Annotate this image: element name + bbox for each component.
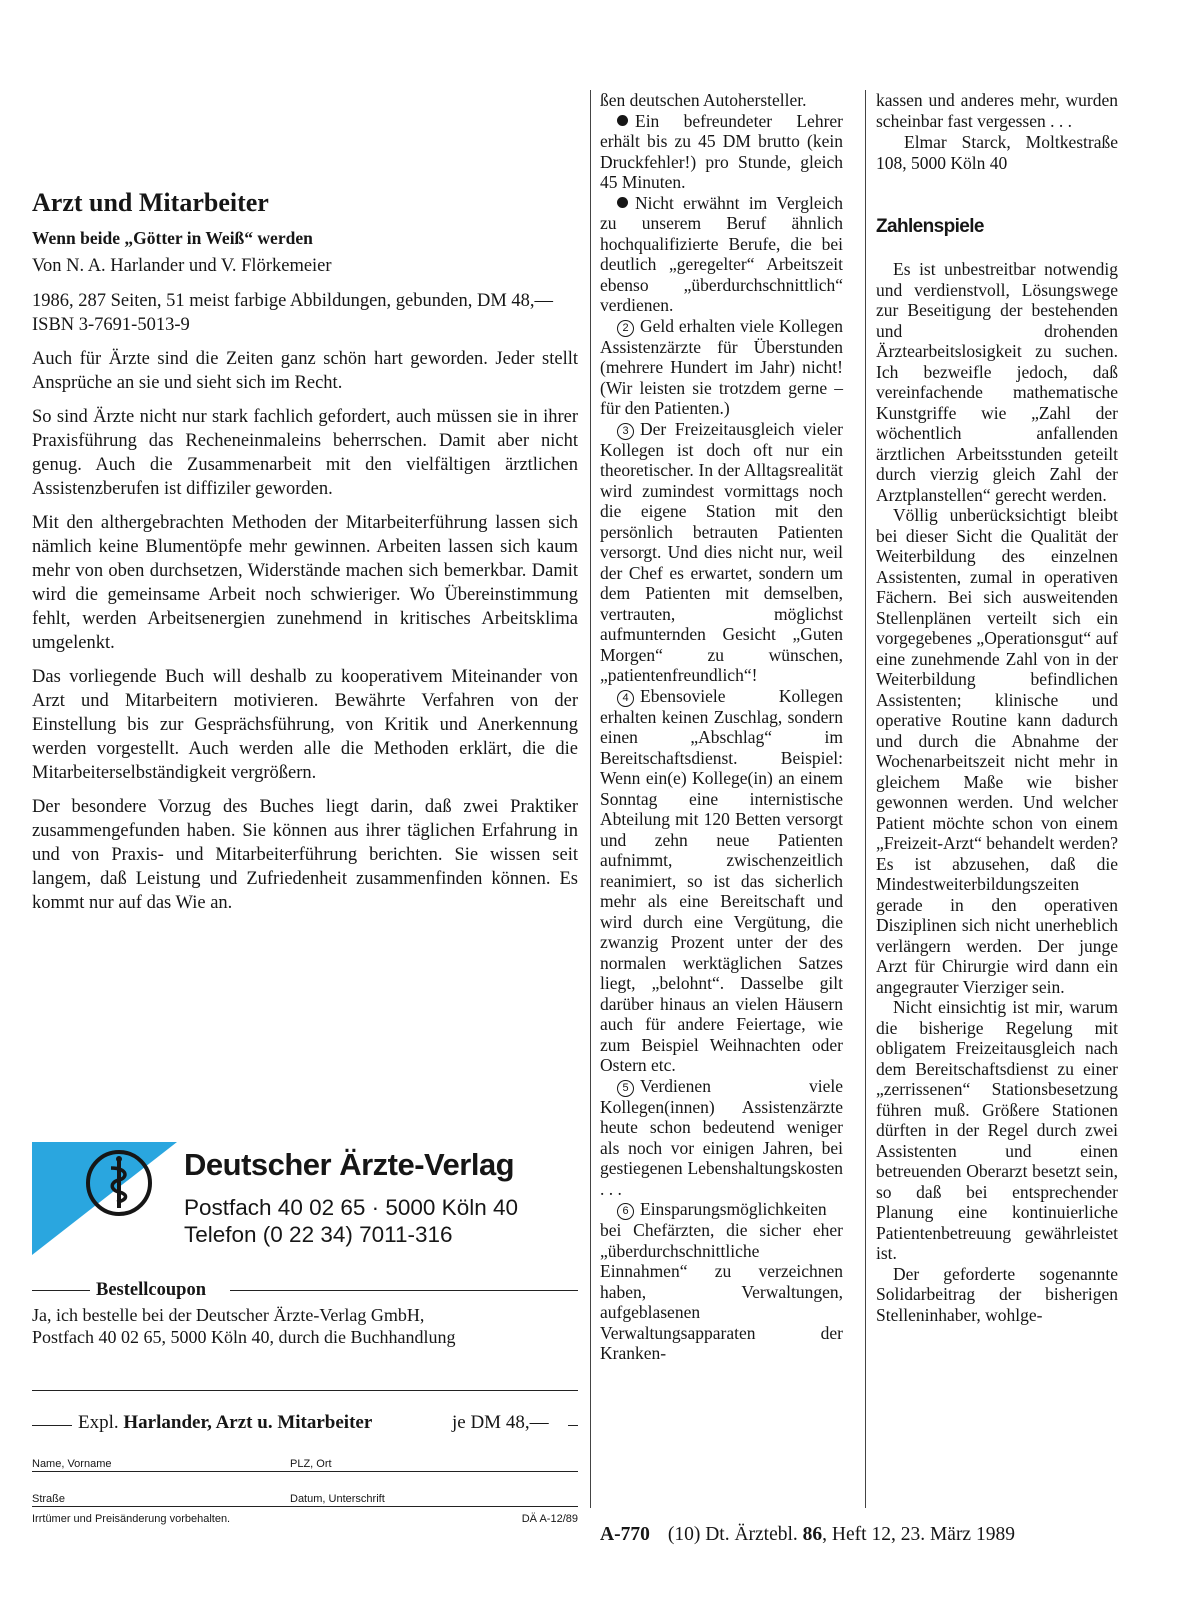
coupon-heading-rule	[230, 1290, 578, 1291]
issue-prefix: (10) Dt. Ärztebl.	[667, 1524, 798, 1545]
coupon-body-line: Ja, ich bestelle bei der Deutscher Ärzte-Verlag GmbH,	[32, 1305, 425, 1325]
coupon-heading-rule	[32, 1290, 90, 1291]
letter-paragraph: 3 Der Freizeitausgleich vieler Kollegen ist doch oft nur ein theoretischer. In der Alltagsrealität wird zumindest vormittags noch die eigene Station mit den persönlich betrauten Patienten versorgt. Und dies nicht nur, weil der Chef es erwartet, sondern um dem Patienten mit demselben, vertrauten, möglichst aufmunternden Gesicht „Guten Morgen“ zu wünschen, „patientenfreundlich“!	[600, 418, 843, 685]
coupon-order-line	[32, 1409, 578, 1437]
bullet-icon	[617, 197, 628, 208]
review-paragraph: Der besondere Vorzug des Buches liegt darin, daß zwei Praktiker zusammengefunden haben. Sie können aus ihrer täglichen Erfahrung in und von Praxis- und Mitarbeiterführung berichten. Sie wissen seit langem, daß Leistung und Zufriedenheit zusammenfinden können. Es kommt nur auf das Wie an.	[32, 797, 578, 913]
aesculapian-staff-icon	[84, 1148, 154, 1218]
column-divider	[865, 90, 866, 1508]
coupon-bookstore-line[interactable]	[32, 1390, 578, 1391]
name-zip-field[interactable]	[32, 1437, 578, 1472]
letter-signature: Elmar Starck, Moltkestraße 108, 5000 Köln 40	[876, 132, 1118, 173]
volume-number: 86	[802, 1524, 823, 1545]
street-field-label: Straße	[32, 1493, 66, 1505]
name-field-label: Name, Vorname	[32, 1458, 112, 1470]
order-item	[78, 1409, 372, 1437]
coupon-heading	[32, 1278, 578, 1302]
circled-number-icon: 3	[617, 423, 634, 440]
coupon-body-line: Postfach 40 02 65, 5000 Köln 40, durch die Buchhandlung	[32, 1327, 456, 1347]
book-review	[32, 188, 578, 915]
letter-paragraph: kassen und anderes mehr, wurden scheinbar fast vergessen . . .	[876, 90, 1118, 131]
street-date-field[interactable]	[32, 1472, 578, 1507]
letter-column-middle	[600, 90, 843, 1364]
quantity-blank[interactable]	[32, 1425, 72, 1426]
letter-paragraph: 2 Geld erhalten viele Kollegen Assistenzärzte für Überstunden (mehrere Hundert im Jahr) nicht! (Wir leisten sie trotzdem gerne – für den Patienten.)	[600, 315, 843, 418]
publisher-address: Postfach 40 02 65 · 5000 Köln 40	[184, 1195, 518, 1220]
order-coupon	[32, 1278, 578, 1529]
zip-field-label: PLZ, Ort	[290, 1458, 332, 1470]
letter-paragraph: Nicht einsichtig ist mir, warum die bisherige Regelung mit obligatem Freizeitausgleich nach dem Bereitschaftsdienst zu einer „zerrissenen“ Stationsbesetzung führen muß. Größere Stationen dürften in der Regel durch zwei Assistenten und einen betreuenden Oberarzt besetzt sein, so daß bei entsprechender Planung eine kontinuierliche Patientenbetreuung gewährleistet ist.	[876, 997, 1118, 1263]
coupon-footer	[32, 1511, 578, 1529]
publisher-name: Deutscher Ärzte-Verlag	[184, 1147, 515, 1182]
letter-paragraph: Nicht erwähnt im Vergleich zu unserem Beruf ähnlich hochqualifizierte Berufe, die bei deutlich „geregelter“ Arbeitszeit ebenso „überdurchschnittlich“ verdienen.	[600, 192, 843, 315]
date-signature-label: Datum, Unterschrift	[290, 1493, 385, 1505]
column-divider	[590, 90, 591, 1508]
coupon-disclaimer: Irrtümer und Preisänderung vorbehalten.	[32, 1513, 231, 1525]
review-subtitle: Wenn beide „Götter in Weiß“ werden	[32, 228, 313, 248]
ad-text	[184, 1146, 518, 1248]
letter-column-right	[876, 90, 1118, 1325]
page-number: A-770	[600, 1524, 650, 1545]
letter-paragraph: 4 Ebensoviele Kollegen erhalten keinen Zuschlag, sondern einen „Abschlag“ im Bereitschaftsdienst. Beispiel: Wenn ein(e) Kollege(in) an einem Sonntag eine internistische Abteilung mit 120 Betten versorgt und zehn neue Patienten aufnimmt, zwischenzeitlich reanimiert, so ist das sicherlich mehr als eine Bereitschaft und wird durch eine Vergütung, die zwanzig Prozent unter der des normalen werktäglichen Satzes liegt, „belohnt“. Dasselbe gilt darüber hinaus an vielen Häusern auch für andere Feiertage, wie zum Beispiel Weihnachten oder Ostern etc.	[600, 685, 843, 1075]
circled-number-icon: 2	[617, 320, 634, 337]
letter-paragraph: Es ist unbestreitbar notwendig und verdienstvoll, Lösungswege zur Beseitigung der bestehenden und drohenden Ärztearbeitslosigkeit zu suchen. Ich bezweifle jedoch, daß vereinfachende mathematische Kunstgriffe wie „Zahl der wöchentlich anfallenden ärztlichen Arbeitsstunden geteilt durch vierzig gleich Zahl der Arztplanstellen“ gerecht werden.	[876, 259, 1118, 505]
review-paragraph: Mit den althergebrachten Methoden der Mitarbeiterführung lassen sich nämlich keine Blumentöpfe mehr gewinnen. Arbeiten lassen sich kaum mehr von oben durchsetzen, Widerstände machen sich bemerkbar. Damit wird die gemeinsame Arbeit noch schwieriger. Wo Übereinstimmung fehlt, werden Arbeitsenergien zunehmend in kritisches Arbeitsklima umgelenkt.	[32, 513, 578, 653]
letter-paragraph: ßen deutschen Autohersteller.	[600, 90, 807, 110]
coupon-heading-text: Bestellcoupon	[96, 1280, 206, 1300]
publisher-phone: Telefon (0 22 34) 7011-316	[184, 1222, 453, 1247]
circled-number-icon: 4	[617, 690, 634, 707]
coupon-code: DÄ A-12/89	[521, 1513, 578, 1525]
letter-paragraph: 6 Einsparungsmöglichkeiten bei Chefärzten, die sicher eher „überdurchschnittliche Einnahmen“ zu verzeichnen haben, Verwaltungen, aufgeblasenen Verwaltungsapparaten der Kranken-	[600, 1199, 843, 1363]
issue-details: , Heft 12, 23. März 1989	[822, 1524, 1015, 1545]
review-authors: Von N. A. Harlander und V. Flörkemeier	[32, 256, 332, 276]
coupon-body	[32, 1304, 578, 1348]
letter-paragraph: Ein befreundeter Lehrer erhält bis zu 45 DM brutto (kein Druckfehler!) pro Stunde, gleich 45 Minuten.	[600, 110, 843, 192]
order-prefix: Expl.	[78, 1412, 119, 1433]
circled-number-icon: 5	[617, 1080, 634, 1097]
order-title: Harlander, Arzt u. Mitarbeiter	[123, 1412, 373, 1433]
review-paragraph: Das vorliegende Buch will deshalb zu kooperativem Miteinander von Arzt und Mitarbeitern motivieren. Bewährte Verfahren von der Einstellung bis zur Gesprächsführung, von Kritik und Anerkennung werden vorgestellt. Auch werden alle die Methoden erklärt, die die Mitarbeiterselbständigkeit vergrößern.	[32, 667, 578, 783]
review-title: Arzt und Mitarbeiter	[32, 188, 269, 217]
page-footer	[600, 1522, 1015, 1548]
order-price: je DM 48,—	[452, 1412, 549, 1433]
letter-paragraph: Völlig unberücksichtigt bleibt bei dieser Sicht die Qualität der Weiterbildung des einzelnen Assistenten, zumal in operativen Fächern. Bei sich ausweitenden Stellenplänen verteilt sich ein vorgegebenes „Operationsgut“ auf eine zunehmende Zahl von in der Weiterbildung befindlichen Assistenten; klinische und operative Routine kann dadurch und durch die Abnahme der Wochenarbeitszeit nicht mehr in gleichem Maße wie bisher gewonnen werden. Und welcher Patient möchte schon von einem „Freizeit-Arzt“ behandelt werden? Es ist abzusehen, daß die Mindestweiterbildungszeiten gerade in den operativen Disziplinen sich nicht unerheblich verlängern werden. Der junge Arzt für Chirurgie wird dann ein angegrauter Vierziger sein.	[876, 505, 1118, 997]
section-heading: Zahlenspiele	[876, 216, 984, 237]
order-line-end	[568, 1425, 578, 1426]
review-details: 1986, 287 Seiten, 51 meist farbige Abbildungen, gebunden, DM 48,— ISBN 3-7691-5013-9	[32, 291, 554, 335]
bullet-icon	[617, 115, 628, 126]
review-paragraph: So sind Ärzte nicht nur stark fachlich gefordert, auch müssen sie in ihrer Praxisführung das Recheneinmaleins beherrschen. Damit aber nicht genug. Auch die Zusammenarbeit mit den vielfältigen ärztlichen Assistenzberufen ist diffiziler geworden.	[32, 407, 578, 499]
letter-paragraph: 5 Verdienen viele Kollegen(innen) Assistenzärzte heute schon bedeutend weniger als noch vor einigen Jahren, bei gestiegenen Lebenshaltungskosten . . .	[600, 1075, 843, 1199]
letter-paragraph: Der geforderte sogenannte Solidarbeitrag der bisherigen Stelleninhaber, wohlge-	[876, 1263, 1118, 1325]
circled-number-icon: 6	[617, 1203, 634, 1220]
review-paragraph: Auch für Ärzte sind die Zeiten ganz schön hart geworden. Jeder stellt Ansprüche an sie und sieht sich im Recht.	[32, 349, 578, 393]
publisher-ad	[32, 1142, 578, 1272]
